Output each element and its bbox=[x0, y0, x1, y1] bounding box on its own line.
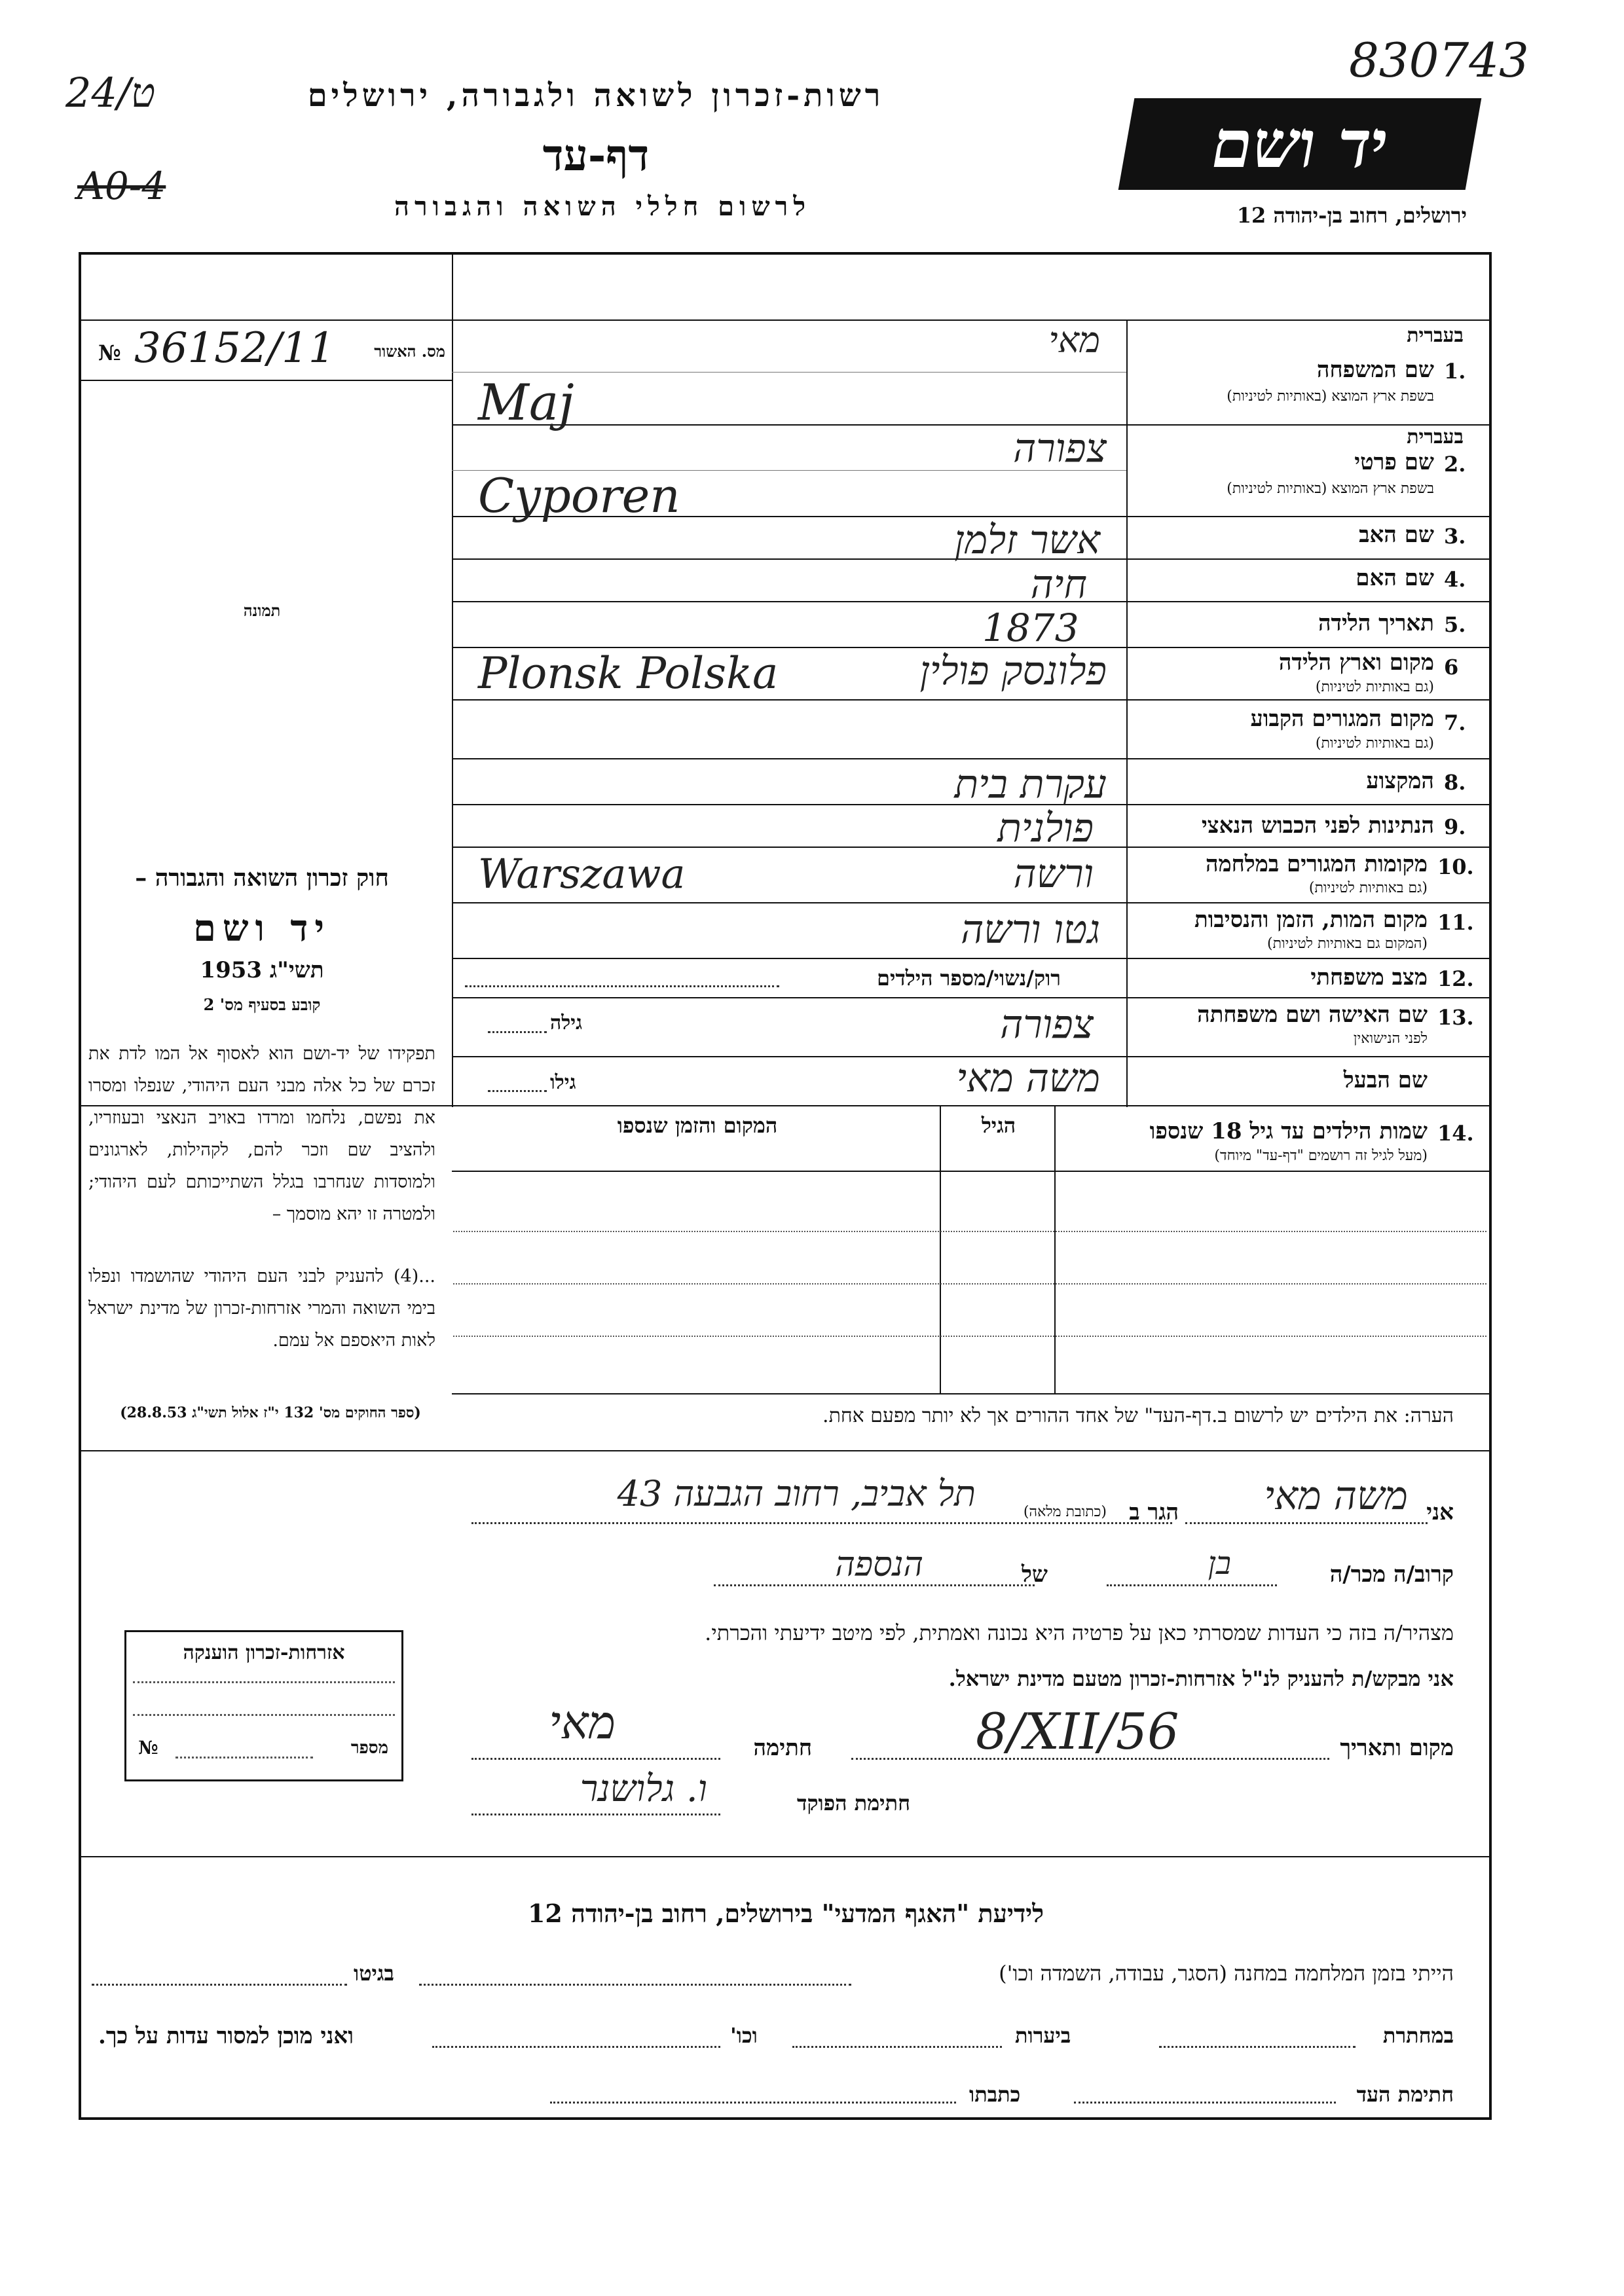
law-year: תשי"ג 1953 bbox=[200, 957, 324, 983]
registry-label: מס. האשור bbox=[374, 342, 445, 361]
field-lang-2: בעברית bbox=[1407, 426, 1464, 448]
field-sub-first-name: בשפת ארץ המוצא (באותיות לטיניות) bbox=[1227, 481, 1434, 497]
field-number-1: 1. bbox=[1444, 359, 1466, 384]
value-nationality: פולנית bbox=[997, 805, 1094, 851]
citizenship-box bbox=[124, 1630, 403, 1781]
relation-of-name: הנספה bbox=[835, 1545, 923, 1584]
field-number-2: 2. bbox=[1444, 452, 1466, 477]
field-number-4: 4. bbox=[1444, 567, 1466, 592]
declarant-address-hint: (כתובת מלאה) bbox=[1023, 1504, 1107, 1520]
relation-label: קרוב/ה מכר/ה bbox=[1329, 1561, 1454, 1588]
yad-vashem-logo bbox=[1118, 98, 1482, 190]
value-first-name-latin: Cyporen bbox=[478, 468, 680, 523]
field-label-surname: שם המשפחה bbox=[1316, 357, 1434, 383]
declaration-text: מצהיר/ה בזה כי העדות שמסרתי כאן על פרטיה היא נכונה ואמתית, לפי מיטב ידיעתי והכרתי. bbox=[705, 1620, 1454, 1645]
address: ירושלים, רחוב בן-יהודה 12 bbox=[1236, 203, 1467, 228]
field-number-5: 5. bbox=[1444, 612, 1466, 637]
field-number-10: 10. bbox=[1437, 854, 1474, 879]
field-sub-death: (המקום גם באותיות לטיניות) bbox=[1267, 936, 1428, 952]
field-label-death: מקום המות, הזמן והנסיבות bbox=[1194, 907, 1428, 933]
field-label-first-name: שם פרטי bbox=[1354, 449, 1434, 475]
value-husband: משה מאי bbox=[956, 1055, 1100, 1101]
value-surname-he: מאי bbox=[1048, 319, 1100, 361]
field-number-14: 14. bbox=[1437, 1121, 1474, 1146]
value-wife: צפורה bbox=[1000, 1002, 1094, 1048]
law-source: (ספר החוקים מס' 132 י"ז אלול תשי"ג 28.8.53) bbox=[120, 1404, 421, 1421]
field-sub-wife: לפני הנישואין bbox=[1353, 1030, 1428, 1047]
field-label-war-residence: מקומות המגורים במלחמה bbox=[1205, 851, 1428, 877]
citizenship-number-label: מספר bbox=[350, 1738, 388, 1758]
value-father: אשר זלמן bbox=[954, 517, 1100, 563]
footer-forests: ביערות bbox=[1015, 2023, 1071, 2048]
children-col-age: הגיל bbox=[981, 1113, 1016, 1138]
value-first-name-he: צפורה bbox=[1013, 426, 1107, 471]
footer-witness-sig: חתימת העד bbox=[1356, 2082, 1454, 2107]
field-label-marital: מצב משפחתי bbox=[1310, 964, 1428, 991]
registry-number-row bbox=[98, 324, 445, 373]
field-number-3: 3. bbox=[1444, 524, 1466, 549]
husband-age-label: גילו bbox=[550, 1071, 576, 1094]
value-war-residence-latin: Warszawa bbox=[478, 850, 686, 898]
declarant-address: תל אביב, רחוב הגבעה 43 bbox=[617, 1473, 976, 1514]
signature-label: חתימה bbox=[753, 1735, 812, 1761]
law-name: יד ושם bbox=[193, 907, 331, 950]
logo-text: יד ושם bbox=[1205, 105, 1395, 183]
value-surname-latin: Maj bbox=[478, 373, 574, 431]
footer-camp-line: הייתי בזמן המלחמה במחנה (הסגר, עבודה, השמדה וכו') bbox=[999, 1961, 1454, 1986]
law-title: חוק זכרון השואה והגבורה – bbox=[135, 864, 389, 892]
photo-label: תמונה bbox=[243, 601, 281, 620]
field-lang-1: בעברית bbox=[1407, 324, 1464, 347]
field-number-12: 12. bbox=[1437, 966, 1474, 991]
officer-signature: ו. גלושנר bbox=[580, 1768, 707, 1810]
place-date-label: מקום ותאריך bbox=[1340, 1735, 1454, 1761]
footer-hideout: במחתרת bbox=[1382, 2023, 1454, 2048]
field-label-birth-date: תאריך הלידה bbox=[1318, 610, 1434, 636]
field-number-13: 13. bbox=[1437, 1005, 1474, 1030]
value-war-residence-he: ורשה bbox=[1013, 851, 1094, 897]
registry-number: 36152/11 bbox=[134, 324, 335, 373]
form-title: דף-עד bbox=[542, 130, 650, 181]
field-label-wife: שם האישה ושם משפחתה bbox=[1197, 1002, 1428, 1028]
footer-testimony: ואני מוכן למסור עדות על כך. bbox=[98, 2023, 354, 2049]
field-label-residence: מקום המגורים הקבוע bbox=[1250, 706, 1434, 732]
value-occupation: עקרת בית bbox=[954, 761, 1107, 807]
registry-no-label: № bbox=[98, 340, 121, 365]
declarant-label: אני bbox=[1426, 1499, 1454, 1525]
field-label-nationality: הנתינות לפני הכבוש הנאצי bbox=[1201, 812, 1434, 839]
org-line: רשות-זכרון לשואה ולגבורה, ירושלים bbox=[307, 77, 885, 114]
request-text: אני מבקש/ת להעניק לנ"ל אזרחות-זכרון מטעם מדינת ישראל. bbox=[948, 1666, 1454, 1691]
footer-etc: וכו' bbox=[730, 2023, 758, 2048]
marital-options: רוק/נשוי/מספר הילדים bbox=[877, 966, 1061, 991]
children-col-place: המקום והזמן שנספו bbox=[617, 1113, 778, 1138]
field-number-9: 9. bbox=[1444, 814, 1466, 839]
declaration-date: 8/XII/56 bbox=[976, 1702, 1179, 1760]
footer-witness-address: כתבתו bbox=[969, 2082, 1021, 2107]
declarant-name: משה מאי bbox=[1264, 1473, 1408, 1519]
footer-ghetto: בגיטו bbox=[354, 1961, 394, 1986]
law-text-2: ...(4) להעניק לבני העם היהודי שהושמדו ונפלו בימי השואה והמרי אזרחות-זכרון של מדינת ישראל לאות היאספם אל עמם. bbox=[88, 1266, 435, 1351]
declarant-lives-label: הגר ב bbox=[1129, 1499, 1179, 1525]
field-sub-birth-place: (גם באותיות לטיניות) bbox=[1315, 679, 1434, 695]
citizenship-no: № bbox=[138, 1737, 158, 1758]
field-sub-war-residence: (גם באותיות לטיניות) bbox=[1308, 880, 1428, 896]
declarant-signature: מאי bbox=[549, 1696, 616, 1749]
field-number-8: 8. bbox=[1444, 770, 1466, 795]
margin-note-top: 24/ט bbox=[65, 69, 156, 117]
law-section: קובע בסעיף מס' 2 bbox=[203, 995, 321, 1014]
field-label-mother: שם האם bbox=[1356, 565, 1434, 591]
citizenship-title: אזרחות-זכרון הוענקה bbox=[183, 1641, 345, 1664]
footer-title: לידיעת "האגף המדעי" בירושלים, רחוב בן-יהודה 12 bbox=[527, 1899, 1044, 1928]
value-mother: חיה bbox=[1030, 562, 1087, 608]
value-death: גטו ורשה bbox=[961, 907, 1100, 953]
value-birth-date: 1873 bbox=[982, 606, 1079, 650]
value-birth-place-he: פלונסק פולין bbox=[919, 648, 1107, 694]
value-birth-place-latin: Plonsk Polska bbox=[478, 648, 779, 699]
field-label-occupation: המקצוע bbox=[1366, 768, 1434, 794]
field-sub-surname: בשפת ארץ המוצא (באותיות לטיניות) bbox=[1227, 388, 1434, 405]
field-label-birth-place: מקום וארץ הלידה bbox=[1278, 649, 1434, 676]
archive-number: 830743 bbox=[1349, 33, 1529, 88]
field-number-7: 7. bbox=[1444, 710, 1466, 735]
field-sub-residence: (גם באותיות לטיניות) bbox=[1315, 735, 1434, 752]
form-subtitle: לרשום חללי השואה והגבורה bbox=[394, 191, 811, 222]
field-label-father: שם האב bbox=[1359, 522, 1434, 548]
children-note: הערה: את הילדים יש לרשום ב.דף-העד" של אחד ההורים אך לא יותר מפעם אחת. bbox=[822, 1404, 1454, 1427]
relation-of-label: של bbox=[1022, 1561, 1048, 1588]
law-text: תפקידו של יד-ושם הוא לאסוף אל המו לדת את זכרם של כל אלה מבני העם היהודי, שנפלו ומסרו את נפשם, נלחמו ומרדו באויב הנאצי ובעוזריו, ולהציב שם וזכר להם, לקהילות, לארגונים ולמוסדות שנחרבו בגלל השתייכותם לעם היהודי; ולמטרה זו יהא מוסמך – bbox=[88, 1044, 435, 1224]
wife-age-label: גילה bbox=[550, 1011, 583, 1034]
children-col-names: שמות הילדים עד גיל 18 שנספו bbox=[1149, 1118, 1428, 1144]
children-col-names-sub: (מעל לגיל זה רושמים "דף-עד" מיוחד) bbox=[1214, 1148, 1428, 1164]
field-label-husband: שם הבעל bbox=[1343, 1067, 1428, 1093]
field-number-6: 6 bbox=[1444, 655, 1459, 680]
field-number-11: 11. bbox=[1437, 910, 1474, 935]
relation-value: בן bbox=[1208, 1545, 1231, 1582]
officer-label: חתימת הפוקד bbox=[797, 1791, 910, 1815]
margin-note-crossed: A0-4 bbox=[77, 164, 166, 208]
